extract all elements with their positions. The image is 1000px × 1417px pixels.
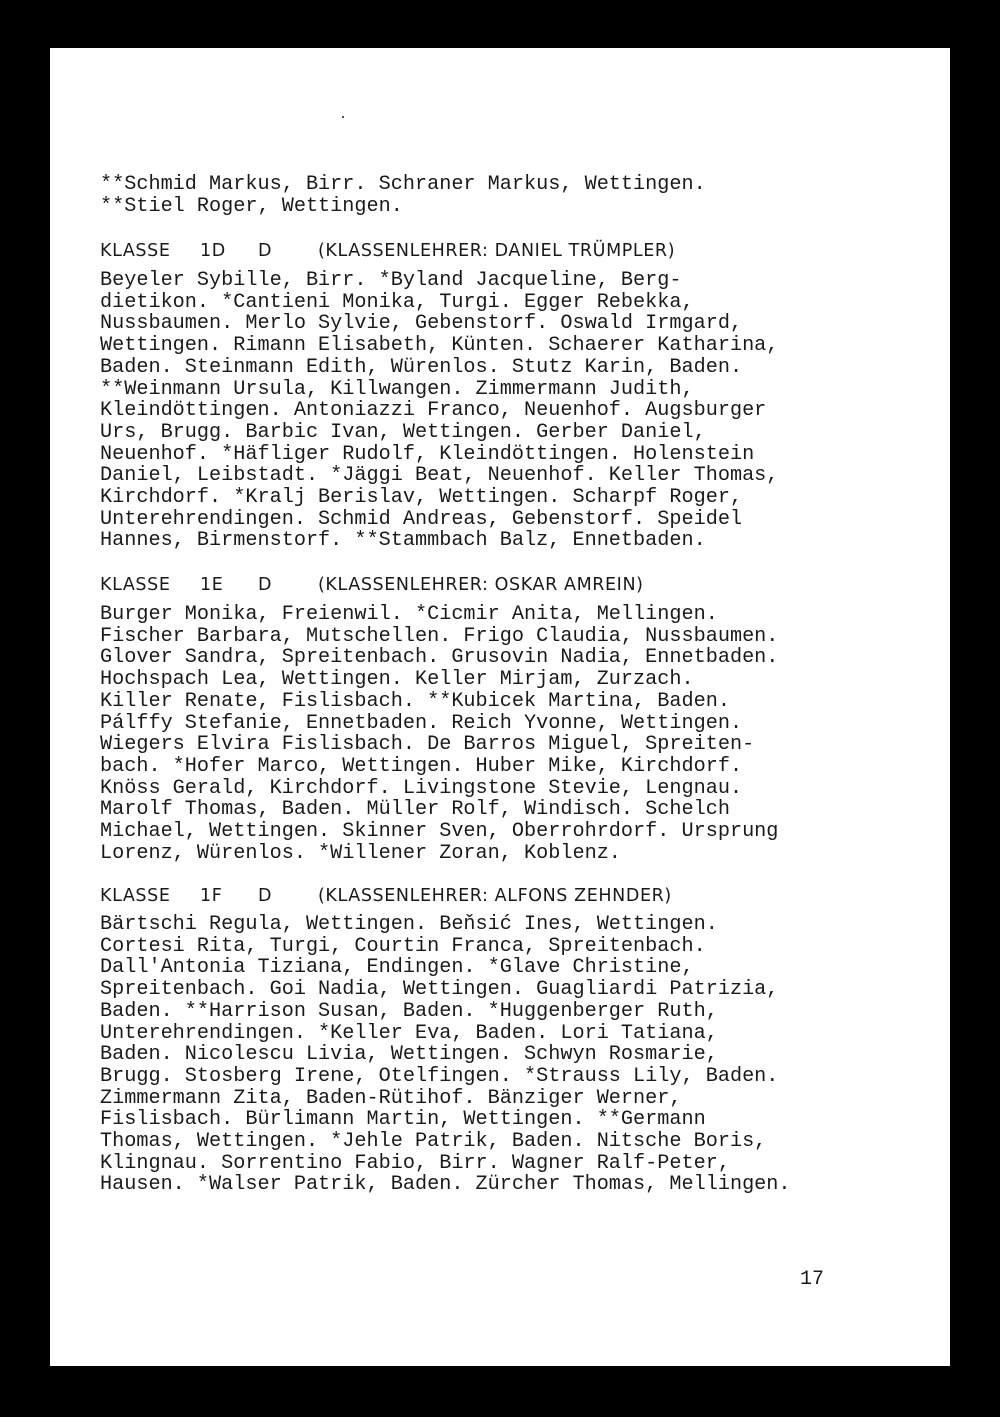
class-heading-1f: [100, 886, 672, 906]
text-line: **Schmid Markus, Birr. Schraner Markus, Wettingen.: [100, 173, 706, 196]
text-line: **Stiel Roger, Wettingen.: [100, 194, 403, 218]
text-line: Bärtschi Regula, Wettingen. Beňsić Ines, Wettingen.: [100, 913, 718, 936]
class-level: D: [258, 241, 273, 261]
class-label: KLASSE: [100, 575, 171, 595]
text-line: Michael, Wettingen. Skinner Sven, Oberrohrdorf. Ursprung: [100, 820, 779, 844]
text-line: Daniel, Leibstadt. *Jäggi Beat, Neuenhof. Keller Thomas,: [100, 464, 779, 488]
text-line: dietikon. *Cantieni Monika, Turgi. Egger Rebekka,: [100, 290, 694, 314]
text-line: Lorenz, Würenlos. *Willener Zoran, Koblenz.: [100, 841, 621, 865]
text-line: bach. *Hofer Marco, Wettingen. Huber Mike, Kirchdorf.: [100, 754, 743, 778]
text-line: Kirchdorf. *Kralj Berislav, Wettingen. Scharpf Roger,: [100, 486, 743, 510]
class-label: KLASSE: [100, 241, 171, 261]
text-line: Hausen. *Walser Patrik, Baden. Zürcher Thomas, Mellingen.: [100, 1173, 791, 1197]
text-line: Kleindöttingen. Antoniazzi Franco, Neuenhof. Augsburger: [100, 399, 767, 423]
text-line: Unterehrendingen. Schmid Andreas, Gebenstorf. Speidel: [100, 507, 743, 531]
text-line: Burger Monika, Freienwil. *Cicmir Anita, Mellingen.: [100, 603, 718, 626]
text-line: Hochspach Lea, Wettingen. Keller Mirjam, Zurzach.: [100, 668, 694, 692]
class-roster-1f: [100, 914, 791, 1196]
intro-block: [100, 174, 706, 217]
class-teacher: (KLASSENLEHRER: OSKAR AMREIN): [318, 575, 644, 595]
class-level: D: [258, 886, 273, 906]
class-teacher: (KLASSENLEHRER: ALFONS ZEHNDER): [318, 886, 672, 906]
text-line: Spreitenbach. Goi Nadia, Wettingen. Guagliardi Patrizia,: [100, 978, 779, 1002]
text-line: Zimmermann Zita, Baden-Rütihof. Bänziger Werner,: [100, 1086, 682, 1110]
text-line: Baden. **Harrison Susan, Baden. *Huggenberger Ruth,: [100, 999, 718, 1023]
class-code: 1F: [200, 886, 223, 906]
text-line: Baden. Nicolescu Livia, Wettingen. Schwyn Rosmarie,: [100, 1043, 718, 1067]
class-roster-1d: [100, 270, 778, 552]
text-line: Baden. Steinmann Edith, Würenlos. Stutz Karin, Baden.: [100, 355, 743, 379]
text-line: Cortesi Rita, Turgi, Courtin Franca, Spreitenbach.: [100, 934, 706, 958]
text-line: Beyeler Sybille, Birr. *Byland Jacqueline, Berg-: [100, 269, 682, 292]
text-line: Killer Renate, Fislisbach. **Kubicek Martina, Baden.: [100, 689, 730, 713]
text-line: Klingnau. Sorrentino Fabio, Birr. Wagner Ralf-Peter,: [100, 1151, 730, 1175]
class-heading-1e: [100, 575, 644, 595]
text-line: Dall'Antonia Tiziana, Endingen. *Glave Christine,: [100, 956, 694, 980]
class-level: D: [258, 575, 273, 595]
text-line: Nussbaumen. Merlo Sylvie, Gebenstorf. Oswald Irmgard,: [100, 312, 743, 336]
text-line: Wettingen. Rimann Elisabeth, Künten. Schaerer Katharina,: [100, 334, 779, 358]
text-line: Thomas, Wettingen. *Jehle Patrik, Baden. Nitsche Boris,: [100, 1130, 767, 1154]
text-line: Hannes, Birmenstorf. **Stammbach Balz, Ennetbaden.: [100, 529, 706, 553]
text-line: Fislisbach. Bürlimann Martin, Wettingen. **Germann: [100, 1108, 706, 1132]
class-teacher: (KLASSENLEHRER: DANIEL TRÜMPLER): [318, 241, 676, 261]
text-line: Glover Sandra, Spreitenbach. Grusovin Nadia, Ennetbaden.: [100, 646, 779, 670]
text-line: Brugg. Stosberg Irene, Otelfingen. *Strauss Lily, Baden.: [100, 1064, 779, 1088]
class-code: 1D: [200, 241, 226, 261]
text-line: Pálffy Stefanie, Ennetbaden. Reich Yvonne, Wettingen.: [100, 711, 743, 735]
class-heading-1d: [100, 241, 675, 261]
text-line: **Weinmann Ursula, Killwangen. Zimmermann Judith,: [100, 377, 694, 401]
class-label: KLASSE: [100, 886, 171, 906]
text-line: Neuenhof. *Häfliger Rudolf, Kleindöttingen. Holenstein: [100, 442, 755, 466]
text-line: Urs, Brugg. Barbic Ivan, Wettingen. Gerber Daniel,: [100, 420, 706, 444]
speck-mark: [342, 116, 344, 118]
class-roster-1e: [100, 604, 778, 864]
text-line: Marolf Thomas, Baden. Müller Rolf, Windisch. Schelch: [100, 798, 730, 822]
class-code: 1E: [200, 575, 224, 595]
text-line: Knöss Gerald, Kirchdorf. Livingstone Stevie, Lengnau.: [100, 776, 743, 800]
page-number: 17: [800, 1268, 825, 1291]
text-line: Fischer Barbara, Mutschellen. Frigo Claudia, Nussbaumen.: [100, 624, 779, 648]
text-line: Unterehrendingen. *Keller Eva, Baden. Lori Tatiana,: [100, 1021, 718, 1045]
text-line: Wiegers Elvira Fislisbach. De Barros Miguel, Spreiten-: [100, 733, 755, 757]
